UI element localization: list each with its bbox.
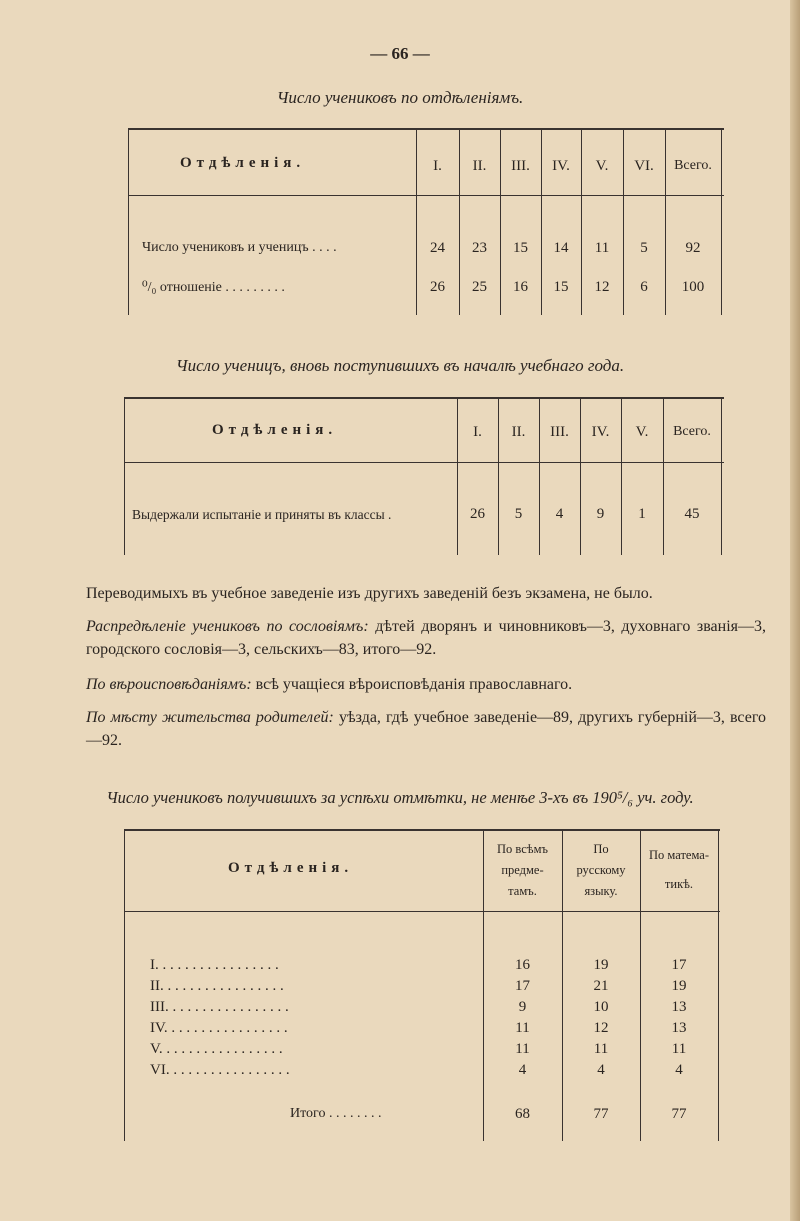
table2-cell: 5 bbox=[514, 506, 523, 522]
table2-caption: Число ученицъ, вновь поступившихъ въ началѣ учебнаго года. bbox=[175, 356, 625, 375]
paragraph-italic-lead: Распредѣленіе учениковъ по сословіямъ: bbox=[86, 618, 369, 635]
table2-col-header: IV. bbox=[591, 424, 610, 440]
table3-header-label: Отдѣленія. bbox=[228, 860, 354, 876]
paragraph-text: Переводимыхъ въ учебное заведеніе изъ другихъ заведеній безъ экзамена, не было. bbox=[86, 585, 653, 602]
table1-col-header: V. bbox=[595, 158, 609, 174]
table1-col-header: VI. bbox=[634, 158, 654, 174]
table3-cell: 13 bbox=[671, 1020, 687, 1036]
table3-row-label: I. . . . . . . . . . . . . . . . . bbox=[150, 957, 279, 973]
table2-col-header: III. bbox=[550, 424, 569, 440]
table1-col-header: II. bbox=[472, 158, 487, 174]
paragraph-italic-lead: По мѣсту жительства родителей: bbox=[86, 709, 334, 726]
table3-cell: 9 bbox=[518, 999, 527, 1015]
table1-col-header: Всего. bbox=[674, 158, 712, 173]
table3-row-label: VI. . . . . . . . . . . . . . . . . bbox=[150, 1062, 290, 1078]
table3-col-header-all-subjects: По всѣмъ предме- тамъ. bbox=[497, 842, 548, 898]
table1-cell: 14 bbox=[553, 240, 569, 256]
table2-col-header: I. bbox=[473, 424, 482, 440]
page-number: — 66 — bbox=[370, 44, 430, 63]
table3-total-label: Итого . . . . . . . . bbox=[290, 1106, 382, 1121]
table1-cell: 26 bbox=[430, 279, 445, 295]
table2-header-label: Отдѣленія. bbox=[212, 422, 338, 438]
table3-cell: 19 bbox=[593, 957, 609, 973]
table1-cell: 6 bbox=[640, 279, 648, 295]
page-edge-shadow bbox=[790, 0, 800, 1221]
table3-row-label: V. . . . . . . . . . . . . . . . . bbox=[150, 1041, 283, 1057]
table1-cell: 12 bbox=[594, 279, 610, 295]
table1-cell: 5 bbox=[640, 240, 648, 256]
paragraph-italic-lead: По вѣроисповѣданіямъ: bbox=[86, 676, 252, 693]
table1-cell: 11 bbox=[594, 240, 610, 256]
table3-cell: 17 bbox=[671, 957, 687, 973]
table3-col-header-russian: По русскому языку. bbox=[576, 842, 626, 898]
table1-cell: 92 bbox=[685, 240, 701, 256]
table3-cell: 4 bbox=[518, 1062, 527, 1078]
table3-cell: 4 bbox=[597, 1062, 605, 1078]
table1-cell: 100 bbox=[681, 279, 705, 295]
paragraph-text: уѣзда, гдѣ учебное заведеніе—89, другихъ губерній—3, всего—92. bbox=[86, 709, 766, 749]
table1-col-header: IV. bbox=[552, 158, 570, 174]
table1-header-label: Отдѣленія. bbox=[180, 155, 306, 171]
paragraph-text: всѣ учащіеся вѣроисповѣданія православнаго. bbox=[251, 676, 573, 693]
table1-cell: 16 bbox=[513, 279, 528, 295]
table1-col-header: III. bbox=[511, 158, 530, 174]
table2-cell: 26 bbox=[470, 506, 485, 522]
table3-row-label: IV. . . . . . . . . . . . . . . . . bbox=[150, 1020, 288, 1036]
table3-cell: 16 bbox=[515, 957, 530, 973]
table3-caption: Число учениковъ получившихъ за успѣхи отмѣтки, не менѣе 3-хъ въ 190⁵/₆ уч. году. bbox=[106, 788, 694, 807]
paragraph-residence bbox=[86, 706, 766, 752]
paragraph-estates bbox=[86, 615, 766, 661]
table3-cell: 10 bbox=[593, 999, 609, 1015]
table3-total-cell: 77 bbox=[593, 1106, 609, 1122]
table3-cell: 11 bbox=[593, 1041, 609, 1057]
table3-cell: 11 bbox=[515, 1041, 530, 1057]
table3-total-cell: 77 bbox=[671, 1106, 687, 1122]
table3-cell: 19 bbox=[671, 978, 687, 994]
table2-cell: 45 bbox=[684, 506, 700, 522]
table3-row-label: II. . . . . . . . . . . . . . . . . bbox=[150, 978, 284, 994]
table3-total-cell: 68 bbox=[515, 1106, 530, 1122]
table3-row-label: III. . . . . . . . . . . . . . . . . bbox=[150, 999, 289, 1015]
table2-col-header: II. bbox=[511, 424, 526, 440]
table2-cell: 1 bbox=[638, 506, 646, 522]
table1-cell: 15 bbox=[553, 279, 569, 295]
table1-cell: 25 bbox=[472, 279, 487, 295]
table3-cell: 12 bbox=[593, 1020, 609, 1036]
paragraph-text: дѣтей дворянъ и чиновниковъ—3, духовнаго званія—3, городского сословія—3, сельскихъ—83, итого—92. bbox=[86, 618, 767, 658]
table2-col-header: Всего. bbox=[673, 424, 711, 439]
table3-cell: 4 bbox=[675, 1062, 683, 1078]
table1-cell: 24 bbox=[430, 240, 445, 256]
paragraph-religion bbox=[86, 673, 766, 696]
table1-row-label: ⁰/₀ отношеніе . . . . . . . . . bbox=[142, 280, 285, 295]
table3-cell: 21 bbox=[593, 978, 609, 994]
table2-row-label: Выдержали испытаніе и приняты въ классы . bbox=[132, 507, 392, 522]
table1-cell: 15 bbox=[513, 240, 528, 256]
table1-row-label: Число учениковъ и ученицъ . . . . bbox=[142, 240, 337, 255]
table3-cell: 11 bbox=[515, 1020, 530, 1036]
table3-col-header-math: По матема- тикѣ. bbox=[649, 848, 709, 891]
table2-cell: 4 bbox=[555, 506, 564, 522]
table2-col-header: V. bbox=[635, 424, 649, 440]
table1-cell: 23 bbox=[472, 240, 487, 256]
table1-col-header: I. bbox=[433, 158, 442, 174]
table3-cell: 11 bbox=[671, 1041, 687, 1057]
table1-caption: Число учениковъ по отдѣленіямъ. bbox=[276, 88, 524, 107]
table2-cell: 9 bbox=[596, 506, 605, 522]
table3-cell: 17 bbox=[515, 978, 530, 994]
table3-cell: 13 bbox=[671, 999, 687, 1015]
paragraph-transfer bbox=[86, 582, 766, 605]
